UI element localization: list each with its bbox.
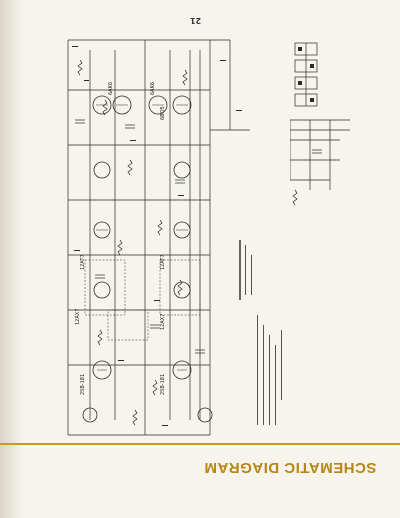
- binding-shadow: [0, 0, 22, 518]
- page-number: 21: [190, 16, 202, 25]
- tube-label-6ak6-a: 6AK6: [108, 81, 114, 95]
- switch-legend: [290, 40, 380, 230]
- tube-label-12at7-a: 12AT7: [80, 254, 86, 270]
- title-rule: [0, 443, 400, 445]
- tube-label-6bq5: 6BQ5: [160, 106, 166, 120]
- title-box: [203, 452, 377, 482]
- transistor-label-b: 2SB-181: [160, 373, 166, 395]
- page-title: SCHEMATIC DIAGRAM: [203, 458, 377, 476]
- tube-label-12at7-b: 12AT7: [160, 254, 166, 270]
- notes-block: [235, 235, 295, 430]
- tube-label-6ak6-b: 6AK6: [150, 81, 156, 95]
- transistor-label-a: 2SB-181: [80, 373, 86, 395]
- tube-label-12ax7-a: 12AX7: [75, 308, 81, 325]
- tube-label-12ax7-b: 12AX7: [160, 313, 166, 330]
